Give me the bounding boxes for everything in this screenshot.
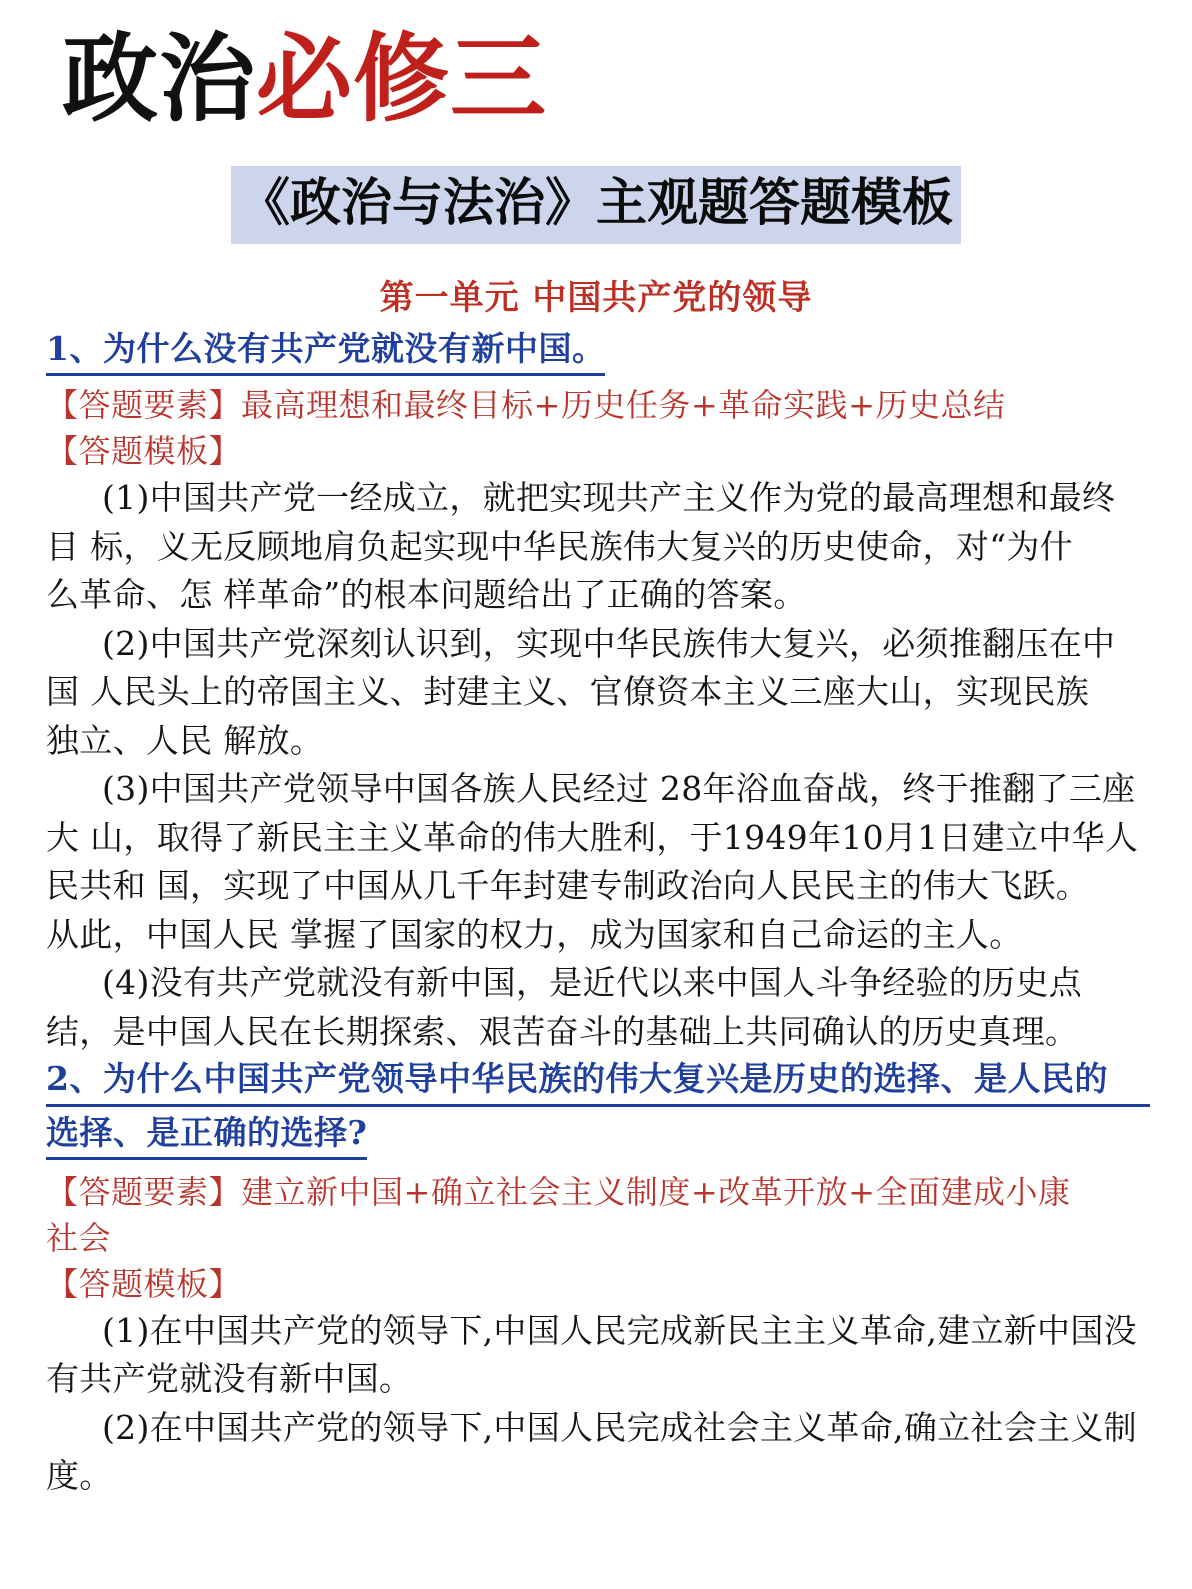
question-1-template-label: 【答题模板】 <box>46 432 242 471</box>
answer-line: (2)中国共产党深刻认识到，实现中华民族伟大复兴，必须推翻压在中 <box>102 623 1116 663</box>
content-body <box>46 326 1150 1501</box>
answer-line: 独立、人民 解放。 <box>46 720 324 760</box>
elements-label-2: 【答题要素】 <box>46 1172 242 1211</box>
answer-line: (4)没有共产党就没有新中国，是近代以来中国人斗争经验的历史点 <box>102 963 1083 1003</box>
unit-heading: 第一单元 中国共产党的领导 <box>379 278 813 318</box>
answer-line: 大 山，取得了新民主主义革命的伟大胜利，于1949年10月1日建立中华人 <box>46 817 1139 857</box>
answer-line: 国 人民头上的帝国主义、封建主义、官僚资本主义三座大山，实现民族 <box>46 672 1090 712</box>
subtitle-highlight: 《政治与法治》主观题答题模板 <box>231 166 961 244</box>
question-1-heading: 1、为什么没有共产党就没有新中国。 <box>46 326 605 376</box>
question-2-elements-line1 <box>46 1169 1150 1215</box>
question-2-heading-line2: 选择、是正确的选择? <box>46 1110 367 1160</box>
answer-line: 么革命、怎 样革命”的根本问题给出了正确的答案。 <box>46 575 807 615</box>
answer-line: (3)中国共产党领导中国各族人民经过 28年浴血奋战，终于推翻了三座 <box>102 769 1136 809</box>
page-title-red-part: 必修三 <box>256 23 547 135</box>
question-1-elements <box>46 382 1150 428</box>
page-title-black-part: 政治 <box>62 23 256 135</box>
subtitle-container <box>0 166 1192 244</box>
answer-line: 从此，中国人民 掌握了国家的权力，成为国家和自己命运的主人。 <box>46 914 1023 954</box>
answer-line: 有共产党就没有新中国。 <box>46 1359 413 1399</box>
answer-line: 民共和 国，实现了中国从几千年封建专制政治向人民民主的伟大飞跃。 <box>46 866 1090 906</box>
elements-text-2: 建立新中国+确立社会主义制度+改革开放+全面建成小康 <box>241 1172 1071 1211</box>
answer-line: (1)中国共产党一经成立，就把实现共产主义作为党的最高理想和最终 <box>102 478 1116 518</box>
elements-text-1: 最高理想和最终目标+历史任务+革命实践+历史总结 <box>241 386 1006 425</box>
answer-line: (2)在中国共产党的领导下,中国人民完成社会主义革命,确立社会主义制 <box>102 1407 1137 1447</box>
question-2-template-label: 【答题模板】 <box>46 1264 242 1303</box>
answer-line: 目 标，义无反顾地肩负起实现中华民族伟大复兴的历史使命，对“为什 <box>46 526 1073 566</box>
answer-line: 结，是中国人民在长期探索、艰苦奋斗的基础上共同确认的历史真理。 <box>46 1011 1079 1051</box>
page-title <box>62 24 547 134</box>
question-2-elements-line2: 社会 <box>46 1218 112 1257</box>
answer-line: 度。 <box>46 1456 113 1496</box>
elements-label-1: 【答题要素】 <box>46 386 242 425</box>
answer-line: (1)在中国共产党的领导下,中国人民完成新民主主义革命,建立新中国没 <box>102 1310 1137 1350</box>
question-2-heading-line1: 2、为什么中国共产党领导中华民族的伟大复兴是历史的选择、是人民的 <box>46 1056 1150 1106</box>
